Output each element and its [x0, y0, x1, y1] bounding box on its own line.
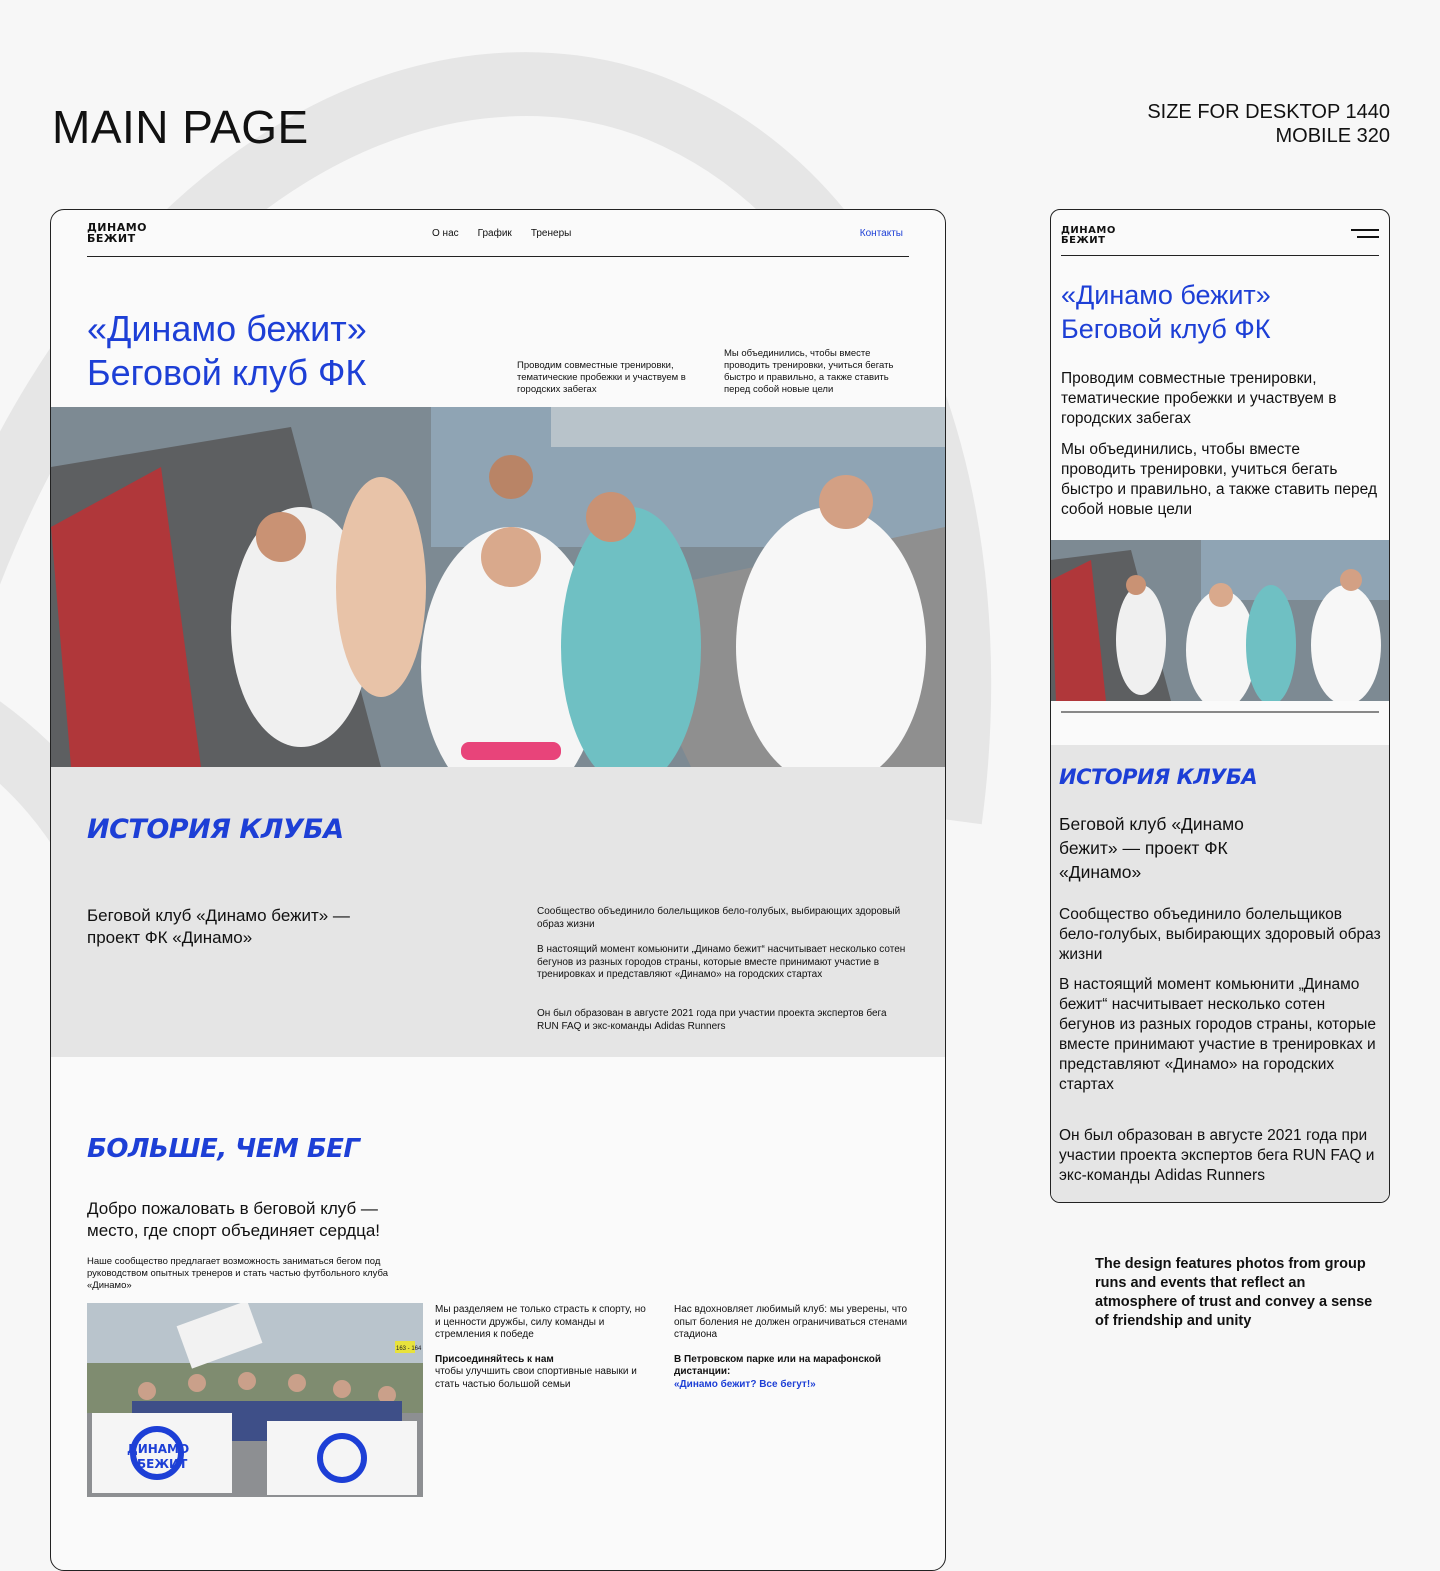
- mobile-history-text-3: Он был образован в августе 2021 года при участии проекта экспертов бега RUN FAQ и экс-команды Adidas Runners: [1059, 1127, 1375, 1184]
- size-note: [1147, 100, 1390, 148]
- nav-item-about[interactable]: О нас: [432, 228, 459, 239]
- desktop-header: [87, 210, 909, 257]
- history-section: [51, 767, 945, 1057]
- nav-item-schedule[interactable]: График: [477, 228, 512, 239]
- event-sign-text: 163 - 164: [396, 1346, 422, 1352]
- runners-illustration: [51, 407, 945, 767]
- mobile-hero-text-1: Проводим совместные тренировки, тематические пробежки и участвуем в городских забегах: [1061, 370, 1337, 427]
- mobile-history-section: [1051, 745, 1389, 1202]
- mobile-hero-title: [1061, 278, 1271, 346]
- mobile-hero-title-line1: «Динамо бежит»: [1061, 280, 1271, 310]
- design-caption: The design features photos from group runs and events that reflect an atmosphere of trust and convey a sense of friendship and unity: [1095, 1256, 1373, 1329]
- history-text-3: Он был образован в августе 2021 года при участии проекта экспертов бега RUN FAQ и экс-команды Adidas Runners: [537, 1008, 887, 1032]
- more-col2-text: Нас вдохновляет любимый клуб: мы уверены, что опыт боления не должен ограничиваться стенами стадиона: [674, 1304, 908, 1340]
- hero-title-line1: «Динамо бежит»: [87, 308, 367, 349]
- history-lead: Беговой клуб «Динамо бежит» — проект ФК «Динамо»: [87, 906, 350, 947]
- mobile-hero-text-2: Мы объединились, чтобы вместе проводить тренировки, учиться бегать быстро и правильно, а также ставить перед собой новые цели: [1061, 441, 1377, 518]
- mobile-history-text-1: Сообщество объединило болельщиков бело-голубых, выбирающих здоровый образ жизни: [1059, 906, 1381, 963]
- mobile-hero-photo: [1051, 540, 1389, 701]
- mobile-hero-title-line2: Беговой клуб ФК: [1061, 314, 1271, 344]
- more-intro: Наше сообщество предлагает возможность заниматься бегом под руководством опытных тренеров и стать частью футбольного клуба «Динамо»: [87, 1256, 388, 1291]
- more-col1-bold: Присоединяйтесь к нам: [435, 1353, 554, 1365]
- more-col2-link[interactable]: «Динамо бежит? Все бегут!»: [674, 1378, 816, 1390]
- more-col2-bold: В Петровском парке или на марафонской дистанции:: [674, 1353, 882, 1377]
- team-photo: [87, 1303, 423, 1497]
- nav-item-coaches[interactable]: Тренеры: [530, 228, 572, 239]
- logo[interactable]: [87, 222, 147, 244]
- more-col1-text: Мы разделяем не только страсть к спорту, но и ценности дружбы, силу команды и стремления к победе: [435, 1304, 646, 1340]
- more-column-1: [435, 1304, 650, 1391]
- nav-item-contacts[interactable]: Контакты: [859, 228, 903, 239]
- mobile-logo-line1: ДИНАМО: [1061, 225, 1116, 236]
- mobile-mockup: [1050, 209, 1390, 1203]
- menu-burger-icon[interactable]: [1351, 228, 1379, 240]
- team-illustration: [87, 1303, 423, 1497]
- hero-photo-runners: [51, 407, 945, 767]
- hero-text-2: Мы объединились, чтобы вместе проводить тренировки, учиться бегать быстро и правильно, а также ставить перед собой новые цели: [724, 348, 894, 395]
- hero-text-1: Проводим совместные тренировки, тематические пробежки и участвуем в городских забегах: [517, 360, 686, 395]
- more-col1-sub: чтобы улучшить свои спортивные навыки и стать частью большой семьи: [435, 1366, 637, 1390]
- mobile-history-text-2: В настоящий момент комьюнити „Динамо бежит“ насчитывает несколько сотен бегунов из разных городов страны, которые вместе принимают участие в тренировках и представляют «Динамо» на городских стартах: [1059, 976, 1377, 1093]
- logo-line2: БЕЖИТ: [87, 232, 136, 245]
- mobile-runners-illustration: [1051, 540, 1389, 701]
- page-title: MAIN PAGE: [52, 101, 309, 153]
- desktop-mockup: [50, 209, 946, 1571]
- history-text-2: В настоящий момент комьюнити „Динамо бежит“ насчитывает несколько сотен бегунов из разных городов страны, которые вместе принимают участие в тренировках и представляют «Динамо» на городских стартах: [537, 944, 906, 980]
- mobile-history-heading: ИСТОРИЯ КЛУБА: [1059, 765, 1258, 789]
- size-note-mobile: MOBILE 320: [1275, 125, 1390, 147]
- mobile-logo-line2: БЕЖИТ: [1061, 235, 1106, 246]
- more-column-2: [674, 1304, 909, 1391]
- history-text-1: Сообщество объединило болельщиков бело-голубых, выбирающих здоровый образ жизни: [537, 906, 901, 930]
- hero-title: [87, 307, 367, 395]
- flag-text-2: БЕЖИТ: [137, 1457, 188, 1471]
- hero-title-line2: Беговой клуб ФК: [87, 352, 367, 393]
- mobile-header: [1061, 210, 1379, 256]
- flag-text-1: ДИНАМО: [127, 1442, 190, 1456]
- logo-line1: ДИНАМО: [87, 221, 148, 234]
- mobile-logo[interactable]: [1061, 226, 1116, 246]
- main-nav: [432, 228, 571, 239]
- mobile-divider: [1061, 711, 1379, 713]
- more-heading: БОЛЬШЕ, ЧЕМ БЕГ: [87, 1134, 360, 1164]
- size-note-desktop: SIZE FOR DESKTOP 1440: [1147, 101, 1390, 123]
- history-heading: ИСТОРИЯ КЛУБА: [87, 814, 344, 845]
- mobile-history-lead: Беговой клуб «Динамо бежит» — проект ФК «Динамо»: [1059, 814, 1244, 882]
- more-lead: Добро пожаловать в беговой клуб — место, где спорт объединяет сердца!: [87, 1199, 381, 1240]
